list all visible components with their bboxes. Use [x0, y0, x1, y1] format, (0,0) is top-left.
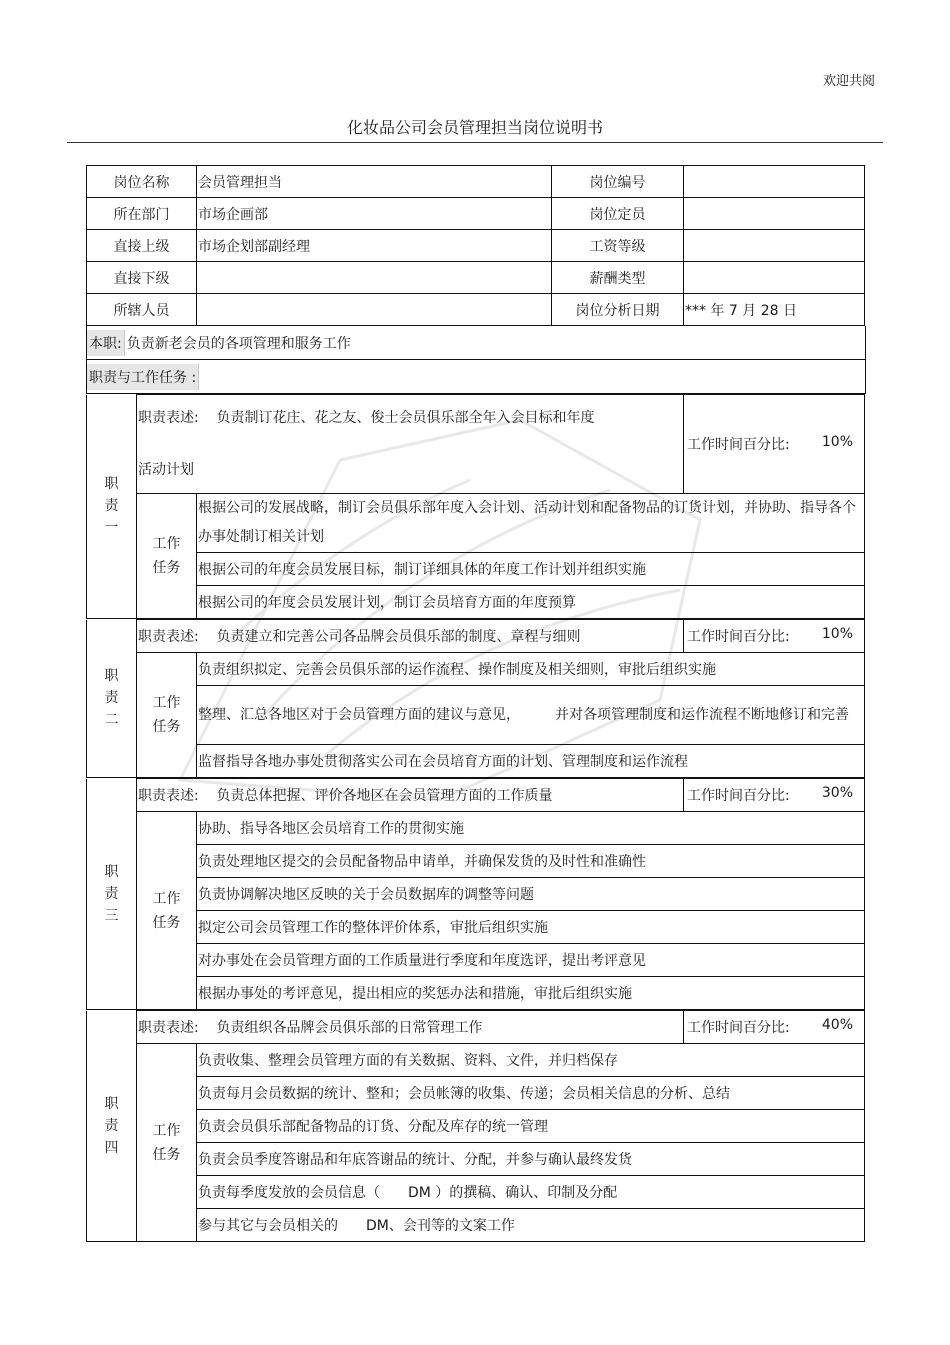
- task-row: [87, 812, 865, 845]
- time-percentage: [684, 1011, 865, 1044]
- task-row: [87, 686, 865, 745]
- task-label-word: 工作: [152, 1122, 181, 1139]
- time-percentage: [684, 395, 865, 494]
- task-row: [87, 1209, 865, 1242]
- duties-header: 职责与工作任务 :: [87, 364, 199, 390]
- task-item: 根据公司的发展战略，制订会员俱乐部年度入会计划、活动计划和配备物品的订货计划，并协助、指导各个办事处制订相关计划: [197, 494, 865, 553]
- page-title: 化妆品公司会员管理担当岗位说明书: [346, 118, 603, 137]
- duties-header-band: [86, 360, 866, 394]
- pct-label: 工作时间百分比:: [687, 629, 790, 645]
- desc-text: 负责建立和完善公司各品牌会员俱乐部的制度、章程与细则: [216, 629, 581, 645]
- task-label-word: 工作: [152, 695, 181, 711]
- desc-prefix: 职责表述:: [138, 1020, 199, 1036]
- task-item: 负责会员俱乐部配备物品的订货、分配及库存的统一管理: [197, 1110, 865, 1143]
- role-summary: [86, 326, 866, 360]
- duty-title-char: 职: [104, 863, 119, 880]
- task-row: [87, 1143, 865, 1176]
- info-row: [87, 294, 865, 326]
- duty-block: [86, 778, 865, 1010]
- info-value: [684, 230, 865, 262]
- info-label: 薪酬类型: [552, 262, 684, 294]
- task-label: [137, 653, 197, 778]
- task-item: 参与其它与会员相关的 DM、会刊等的文案工作: [197, 1209, 865, 1242]
- task-row: [87, 553, 865, 586]
- task-label: [137, 494, 197, 619]
- info-row: [87, 230, 865, 262]
- pct-label: 工作时间百分比:: [687, 788, 790, 804]
- task-label-word: 任务: [152, 719, 181, 735]
- duty-title-char: 四: [104, 1139, 119, 1156]
- pct-value: 10%: [821, 434, 853, 450]
- desc-text: 负责总体把握、评价各地区在会员管理方面的工作质量: [216, 788, 553, 804]
- task-item: 拟定公司会员管理工作的整体评价体系，审批后组织实施: [197, 911, 865, 944]
- basic-info-table: [86, 165, 865, 326]
- duty-description: [137, 1011, 684, 1044]
- info-value: [684, 262, 865, 294]
- task-row: [87, 1176, 865, 1209]
- duty-description: [137, 620, 684, 653]
- task-row: [87, 845, 865, 878]
- desc-prefix: 职责表述:: [138, 410, 199, 426]
- info-value: 会员管理担当: [197, 166, 552, 198]
- info-value: [197, 262, 552, 294]
- info-label: 所辖人员: [87, 294, 197, 326]
- duty-title-char: 二: [104, 712, 119, 729]
- role-label: 本职:: [87, 330, 125, 356]
- task-label-word: 工作: [152, 536, 181, 552]
- task-row: [87, 586, 865, 619]
- info-label: 直接上级: [87, 230, 197, 262]
- desc-text: 负责组织各品牌会员俱乐部的日常管理工作: [216, 1020, 483, 1036]
- task-item: 负责收集、整理会员管理方面的有关数据、资料、文件，并归档保存: [197, 1044, 865, 1077]
- info-value: 市场企画部: [197, 198, 552, 230]
- duty-title: [87, 1011, 137, 1242]
- task-item: 对办事处在会员管理方面的工作质量进行季度和年度选评，提出考评意见: [197, 944, 865, 977]
- info-row: [87, 198, 865, 230]
- duty-title: [87, 395, 137, 619]
- task-row: [87, 1044, 865, 1077]
- task-item: 根据公司的年度会员发展计划，制订会员培育方面的年度预算: [197, 586, 865, 619]
- task-item: 负责每季度发放的会员信息（ DM ）的撰稿、确认、印制及分配: [197, 1176, 865, 1209]
- duty-title-char: 责: [104, 1117, 119, 1134]
- time-percentage: [684, 620, 865, 653]
- task-row: [87, 494, 865, 553]
- job-description-form: [86, 165, 864, 1242]
- task-label: [137, 1044, 197, 1242]
- duty-title-char: 一: [104, 520, 119, 537]
- task-item: 监督指导各地办事处贯彻落实公司在会员培育方面的计划、管理制度和运作流程: [197, 745, 865, 778]
- task-item: 协助、指导各地区会员培育工作的贯彻实施: [197, 812, 865, 845]
- duty-block: [86, 619, 865, 778]
- info-label: 岗位编号: [552, 166, 684, 198]
- desc-text: 负责制订花庄、花之友、俊士会员俱乐部全年入会目标和年度: [216, 410, 595, 426]
- title-divider: [67, 142, 883, 143]
- info-value: [684, 198, 865, 230]
- duty-block: [86, 1010, 865, 1242]
- desc-prefix: 职责表述:: [138, 788, 199, 804]
- duty-block: [86, 394, 865, 619]
- duty-description: [137, 395, 684, 494]
- info-row: [87, 262, 865, 294]
- info-value: [684, 166, 865, 198]
- duty-title-char: 三: [104, 907, 119, 924]
- info-label: 工资等级: [552, 230, 684, 262]
- task-label-word: 任务: [152, 1146, 181, 1163]
- pct-value: 30%: [821, 785, 853, 801]
- task-item: 负责会员季度答谢品和年底答谢品的统计、分配，并参与确认最终发货: [197, 1143, 865, 1176]
- info-value: 市场企划部副经理: [197, 230, 552, 262]
- info-value: *** 年 7 月 28 日: [684, 294, 865, 326]
- duty-title-char: 职: [104, 1095, 119, 1112]
- task-item: 负责组织拟定、完善会员俱乐部的运作流程、操作制度及相关细则，审批后组织实施: [197, 653, 865, 686]
- info-label: 直接下级: [87, 262, 197, 294]
- pct-value: 40%: [821, 1017, 853, 1033]
- duty-title-char: 责: [104, 498, 119, 515]
- task-row: [87, 745, 865, 778]
- desc-text-cont: 活动计划: [138, 462, 194, 478]
- task-item: 根据公司的年度会员发展目标，制订详细具体的年度工作计划并组织实施: [197, 553, 865, 586]
- info-label: 岗位名称: [87, 166, 197, 198]
- pct-label: 工作时间百分比:: [687, 437, 790, 453]
- duty-title-char: 责: [104, 690, 119, 707]
- pct-value: 10%: [821, 626, 853, 642]
- desc-prefix: 职责表述:: [138, 629, 199, 645]
- time-percentage: [684, 779, 865, 812]
- role-text: 负责新老会员的各项管理和服务工作: [126, 335, 351, 352]
- task-label-word: 工作: [152, 890, 181, 907]
- duty-title: [87, 620, 137, 778]
- task-label: [137, 812, 197, 1010]
- duty-description: [137, 779, 684, 812]
- task-row: [87, 878, 865, 911]
- info-row: [87, 166, 865, 198]
- info-value: [197, 294, 552, 326]
- task-row: [87, 653, 865, 686]
- duty-title-char: 责: [104, 885, 119, 902]
- task-item: 整理、汇总各地区对于会员管理方面的建议与意见， 并对各项管理制度和运作流程不断地修订和完善: [197, 686, 865, 745]
- task-item: 负责协调解决地区反映的关于会员数据库的调整等问题: [197, 878, 865, 911]
- info-label: 岗位定员: [552, 198, 684, 230]
- duty-title-char: 职: [104, 476, 119, 493]
- duties-section: [86, 394, 864, 1242]
- welcome-note: 欢迎共阅: [822, 74, 875, 89]
- task-row: [87, 944, 865, 977]
- info-label: 所在部门: [87, 198, 197, 230]
- task-item: 负责处理地区提交的会员配备物品申请单，并确保发货的及时性和准确性: [197, 845, 865, 878]
- task-row: [87, 977, 865, 1010]
- task-item: 负责每月会员数据的统计、整和；会员帐簿的收集、传递；会员相关信息的分析、总结: [197, 1077, 865, 1110]
- task-row: [87, 1110, 865, 1143]
- duty-title-char: 职: [104, 668, 119, 685]
- task-item: 根据办事处的考评意见，提出相应的奖惩办法和措施，审批后组织实施: [197, 977, 865, 1010]
- task-row: [87, 911, 865, 944]
- task-label-word: 任务: [152, 914, 181, 931]
- info-label: 岗位分析日期: [552, 294, 684, 326]
- duty-title: [87, 779, 137, 1010]
- task-row: [87, 1077, 865, 1110]
- pct-label: 工作时间百分比:: [687, 1020, 790, 1036]
- task-label-word: 任务: [152, 560, 181, 576]
